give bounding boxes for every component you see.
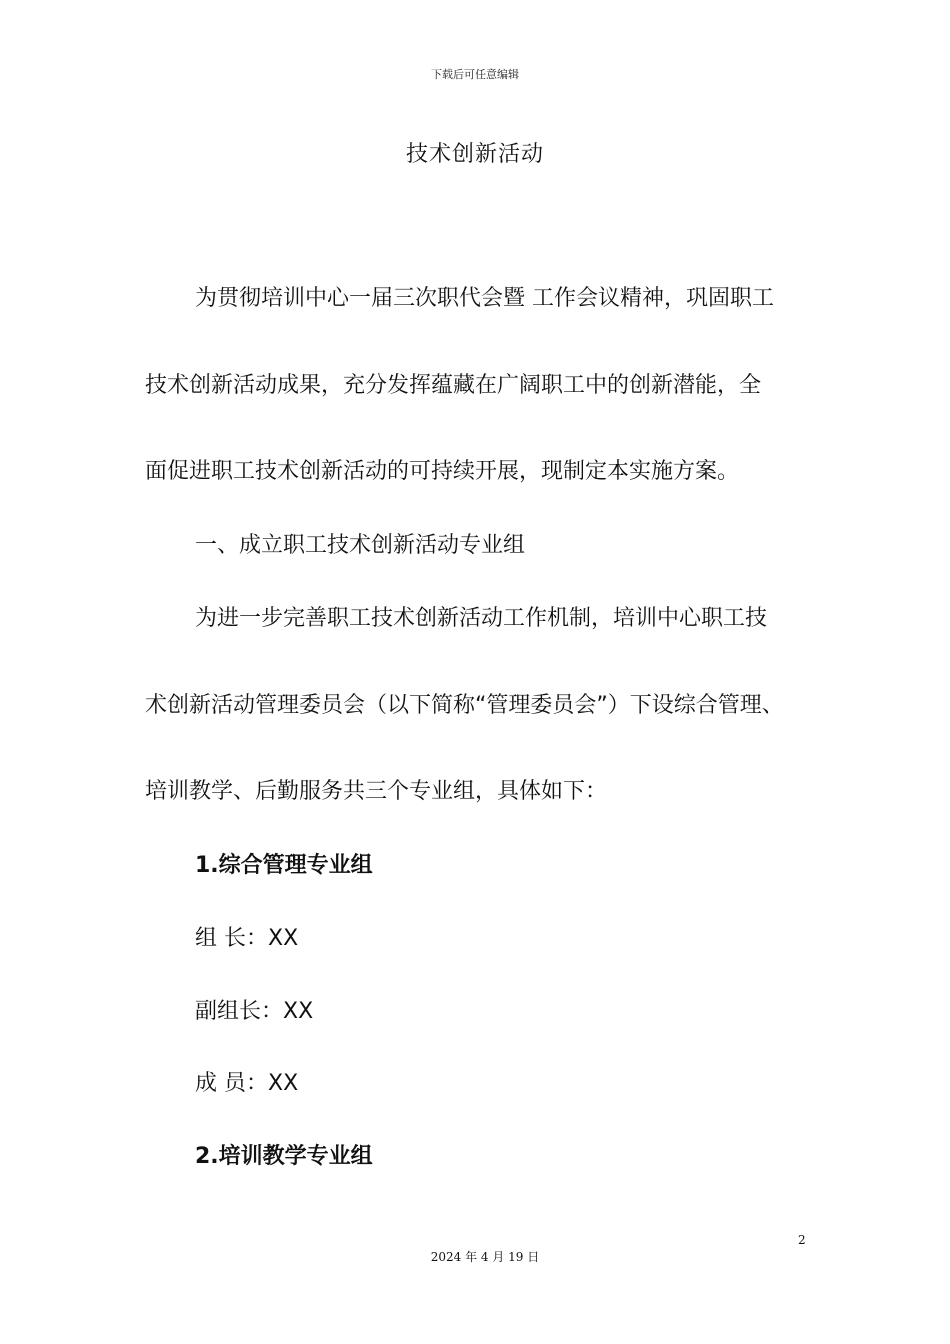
footer-date: 2024 年 4 月 19 日 [430, 1250, 540, 1264]
member-line: 成 员：XX [195, 1071, 299, 1096]
member-line: 副组长：XX [195, 999, 314, 1024]
page-number: 2 [798, 1233, 806, 1247]
paragraph-line: 术创新活动管理委员会（以下简称“管理委员会”）下设综合管理、 [145, 693, 784, 718]
section-heading: 一、成立职工技术创新活动专业组 [195, 533, 526, 558]
member-line: 组 长：XX [195, 926, 299, 951]
paragraph-line: 面促进职工技术创新活动的可持续开展，现制定本实施方案。 [145, 459, 740, 484]
subsection-heading: 2.培训教学专业组 [195, 1144, 373, 1169]
paragraph-line: 为贯彻培训中心一届三次职代会暨 工作会议精神，巩固职工 [195, 286, 774, 311]
header-note: 下载后可任意编辑 [431, 68, 519, 81]
paragraph-line: 为进一步完善职工技术创新活动工作机制，培训中心职工技 [195, 606, 768, 631]
paragraph-line: 培训教学、后勤服务共三个专业组，具体如下： [145, 779, 608, 804]
paragraph-line: 技术创新活动成果，充分发挥蕴藏在广阔职工中的创新潜能，全 [145, 373, 762, 398]
subsection-heading: 1.综合管理专业组 [195, 853, 373, 878]
document-title: 技术创新活动 [405, 142, 544, 167]
